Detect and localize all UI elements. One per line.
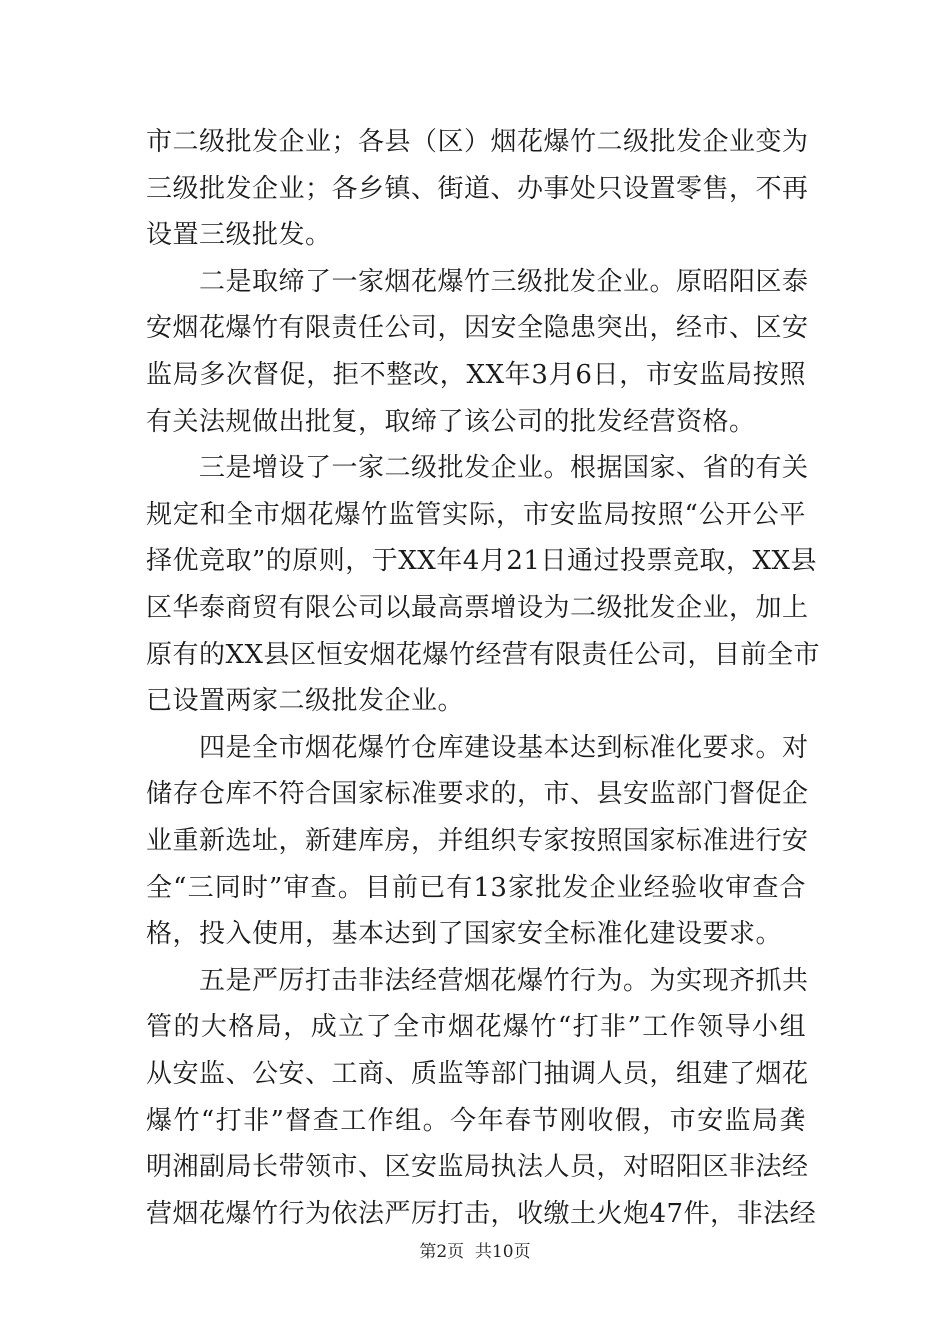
page-number-footer: 第2页 共10页 <box>419 1242 531 1262</box>
text-line: 已设置两家二级批发企业。 <box>146 686 465 717</box>
text-line: 二是取缔了一家烟花爆竹三级批发企业。原昭阳区泰 <box>146 266 809 297</box>
text-line: 储存仓库不符合国家标准要求的，市、县安监部门督促企 <box>146 779 809 810</box>
text-line: 爆竹“打非”督查工作组。今年春节刚收假，市安监局龚 <box>146 1105 806 1136</box>
text-line: 从安监、公安、工商、质监等部门抽调人员，组建了烟花 <box>146 1059 809 1089</box>
text-line: 规定和全市烟花爆竹监管实际，市安监局按照“公开公平 <box>146 499 806 530</box>
text-line: 设置三级批发。 <box>146 220 332 251</box>
text-line: 择优竞取”的原则，于XX年4月21日通过投票竞取，XX县 <box>146 546 817 577</box>
text-line: 格，投入使用，基本达到了国家安全标准化建设要求。 <box>146 919 783 950</box>
text-line: 四是全市烟花爆竹仓库建设基本达到标准化要求。对 <box>146 732 809 763</box>
text-line: 明湘副局长带领市、区安监局执法人员，对昭阳区非法经 <box>146 1152 809 1183</box>
text-line: 业重新选址，新建库房，并组织专家按照国家标准进行安 <box>146 826 809 856</box>
text-line: 区华泰商贸有限公司以最高票增设为二级批发企业，加上 <box>146 593 809 623</box>
text-line: 有关法规做出批复，取缔了该公司的批发经营资格。 <box>146 406 756 437</box>
text-line: 原有的XX县区恒安烟花爆竹经营有限责任公司，目前全市 <box>146 639 821 670</box>
text-line: 三级批发企业；各乡镇、街道、办事处只设置零售，不再 <box>146 173 809 204</box>
text-line: 全“三同时”审查。目前已有13家批发企业经验收审查合 <box>146 872 806 903</box>
text-line: 市二级批发企业；各县（区）烟花爆竹二级批发企业变为 <box>146 127 809 157</box>
text-line: 安烟花爆竹有限责任公司，因安全隐患突出，经市、区安 <box>146 313 809 344</box>
text-line: 营烟花爆竹行为依法严厉打击，收缴土火炮47件，非法经 <box>146 1198 817 1229</box>
text-line: 监局多次督促，拒不整改，XX年3月6日，市安监局按照 <box>146 360 806 390</box>
text-line: 管的大格局，成立了全市烟花爆竹“打非”工作领导小组 <box>146 1012 806 1043</box>
text-line: 五是严厉打击非法经营烟花爆竹行为。为实现齐抓共 <box>146 965 809 996</box>
text-line: 三是增设了一家二级批发企业。根据国家、省的有关 <box>146 453 809 484</box>
